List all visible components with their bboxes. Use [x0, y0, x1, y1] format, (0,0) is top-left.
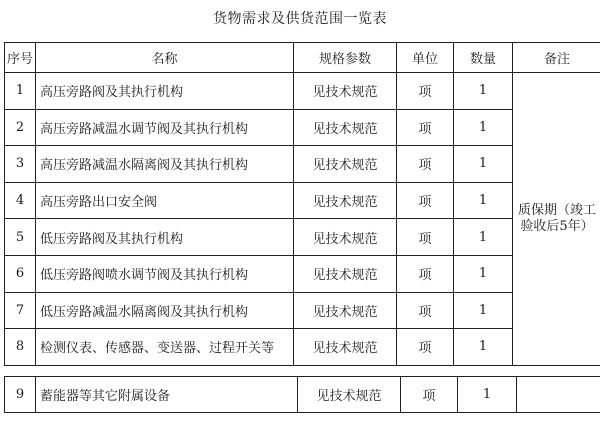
cell-unit: 项	[397, 255, 454, 292]
table-row	[5, 146, 600, 183]
document-title: 货物需求及供货范围一览表	[213, 11, 387, 27]
cell-spec: 见技术规范	[294, 73, 397, 110]
cell-no: 3	[5, 146, 36, 183]
cell-qty: 1	[454, 109, 513, 146]
cell-unit: 项	[397, 219, 454, 256]
cell-unit: 项	[397, 73, 454, 110]
cell-unit: 项	[397, 182, 454, 219]
cell-name: 低压旁路阀及其执行机构	[36, 219, 294, 256]
table-header-row	[5, 43, 600, 73]
cell-qty: 1	[454, 146, 513, 183]
cell-no: 9	[5, 377, 36, 413]
cell-no: 5	[5, 219, 36, 256]
cell-qty: 1	[458, 377, 517, 413]
cell-spec: 见技术规范	[294, 292, 397, 329]
cell-no: 4	[5, 182, 36, 219]
cell-spec: 见技术规范	[294, 182, 397, 219]
cell-name: 低压旁路减温水隔离阀及其执行机构	[36, 292, 294, 329]
cell-spec: 见技术规范	[298, 377, 401, 413]
table-row	[5, 255, 600, 292]
table-row	[5, 329, 600, 366]
cell-spec: 见技术规范	[294, 146, 397, 183]
header-note: 备注	[513, 43, 600, 73]
cell-spec: 见技术规范	[294, 219, 397, 256]
cell-qty: 1	[454, 329, 513, 366]
header-spec: 规格参数	[294, 43, 397, 73]
cell-name: 高压旁路出口安全阀	[36, 182, 294, 219]
warranty-note: 质保期（竣工验收后5年）	[517, 202, 596, 234]
cell-unit: 项	[397, 109, 454, 146]
cell-note-merged	[513, 73, 600, 366]
cell-no: 7	[5, 292, 36, 329]
cell-name: 低压旁路阀喷水调节阀及其执行机构	[36, 255, 294, 292]
cell-qty: 1	[454, 219, 513, 256]
cell-qty: 1	[454, 255, 513, 292]
cell-name: 高压旁路阀及其执行机构	[36, 73, 294, 110]
header-name: 名称	[36, 43, 294, 73]
cell-spec: 见技术规范	[294, 329, 397, 366]
table-row	[5, 377, 600, 413]
header-unit: 单位	[397, 43, 454, 73]
cell-no: 2	[5, 109, 36, 146]
accessory-table	[4, 376, 600, 413]
cell-qty: 1	[454, 182, 513, 219]
cell-unit: 项	[397, 146, 454, 183]
cell-unit: 项	[401, 377, 458, 413]
cell-name: 蓄能器等其它附属设备	[36, 377, 298, 413]
table-row	[5, 219, 600, 256]
table-row	[5, 109, 600, 146]
cell-name: 高压旁路减温水隔离阀及其执行机构	[36, 146, 294, 183]
cell-unit: 项	[397, 329, 454, 366]
cell-no: 6	[5, 255, 36, 292]
goods-table	[4, 42, 600, 366]
table-row	[5, 73, 600, 110]
cell-spec: 见技术规范	[294, 109, 397, 146]
cell-qty: 1	[454, 73, 513, 110]
table-row	[5, 292, 600, 329]
cell-unit: 项	[397, 292, 454, 329]
cell-spec: 见技术规范	[294, 255, 397, 292]
cell-note	[517, 377, 600, 413]
cell-no: 8	[5, 329, 36, 366]
cell-qty: 1	[454, 292, 513, 329]
cell-no: 1	[5, 73, 36, 110]
cell-name: 高压旁路减温水调节阀及其执行机构	[36, 109, 294, 146]
header-no: 序号	[5, 43, 36, 73]
header-qty: 数量	[454, 43, 513, 73]
cell-name: 检测仪表、传感器、变送器、过程开关等	[36, 329, 294, 366]
table-row	[5, 182, 600, 219]
